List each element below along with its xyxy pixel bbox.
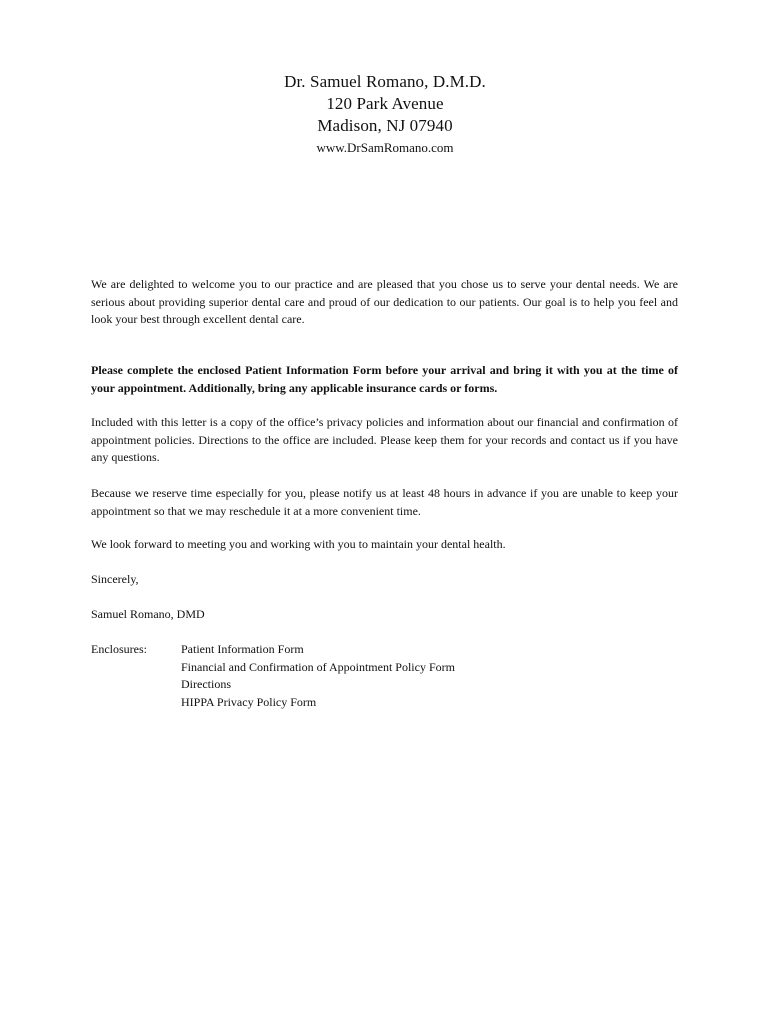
enclosures-label: Enclosures: <box>91 642 147 656</box>
letterhead <box>0 71 770 158</box>
enclosure-item: Directions <box>181 677 231 691</box>
letterhead-city: Madison, NJ 07940 <box>317 116 453 135</box>
instructions-paragraph: Please complete the enclosed Patient Information Form before your arrival and bring it with you at the time of your appointment. Additionally, bring any applicable insurance cards or forms. <box>91 363 678 395</box>
letterhead-website: www.DrSamRomano.com <box>316 140 454 155</box>
enclosure-item: Financial and Confirmation of Appointment Policy Form <box>181 659 455 674</box>
signature-name: Samuel Romano, DMD <box>91 607 205 621</box>
salutation: Sincerely, <box>91 572 139 586</box>
enclosures-section <box>91 641 455 711</box>
closing-paragraph: We look forward to meeting you and working with you to maintain your dental health. <box>91 537 506 551</box>
enclosure-item: HIPPA Privacy Policy Form <box>181 694 317 709</box>
cancellation-paragraph: Because we reserve time especially for you, please notify us at least 48 hours in advance if you are unable to keep your appointment so that we may reschedule it at a more convenient time. <box>91 486 678 518</box>
enclosures-list <box>181 641 455 711</box>
policies-paragraph: Included with this letter is a copy of the office’s privacy policies and information about our financial and confirmation of appointment policies. Directions to the office are included. Please keep them for your records and contact us if you have any questions. <box>91 415 678 464</box>
enclosure-item: Patient Information Form <box>181 642 304 656</box>
letterhead-street: 120 Park Avenue <box>326 94 444 113</box>
letterhead-name: Dr. Samuel Romano, D.M.D. <box>284 72 486 91</box>
welcome-paragraph: We are delighted to welcome you to our practice and are pleased that you chose us to serve your dental needs. We are serious about providing superior dental care and proud of our dedication to our patients. Our goal is to help you feel and look your best through excellent dental care. <box>91 277 678 326</box>
